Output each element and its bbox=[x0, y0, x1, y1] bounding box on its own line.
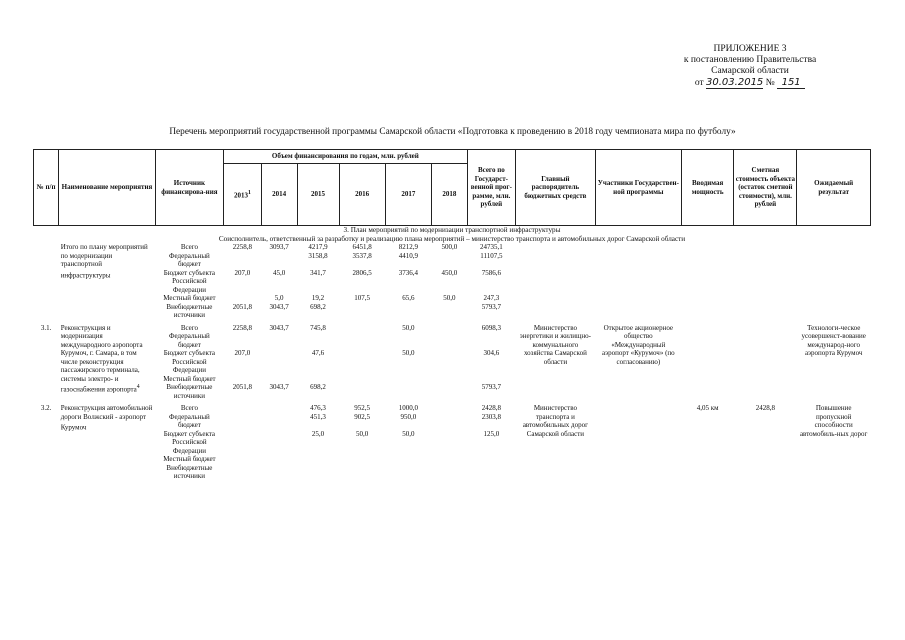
row-capacity: 4,05 км bbox=[696, 404, 719, 412]
row-value: 4217,9 bbox=[308, 243, 328, 251]
row-total: 7586,6 bbox=[481, 268, 501, 277]
row-value bbox=[385, 375, 431, 384]
row-value: 2258,8 bbox=[232, 243, 253, 251]
row-value: 3537,8 bbox=[352, 251, 372, 260]
row-capacity bbox=[681, 324, 734, 401]
row-manager bbox=[516, 243, 596, 320]
row-value: 500,0 bbox=[441, 243, 458, 251]
row-value bbox=[431, 332, 467, 349]
header-year: 2015 bbox=[297, 164, 339, 226]
row-value bbox=[224, 413, 262, 430]
appendix-title: ПРИЛОЖЕНИЕ 3 bbox=[713, 44, 787, 54]
row-value bbox=[431, 413, 467, 430]
row-name: Итого по плану мероприятий по модернизации транспортной инфраструктуры bbox=[60, 243, 148, 279]
row-total: 2303,8 bbox=[481, 412, 501, 421]
header-volume: Объем финансирования по годам, млн. рублей bbox=[224, 150, 468, 164]
row-value bbox=[297, 464, 339, 481]
row-value: 3043,7 bbox=[269, 383, 289, 391]
row-source: Местный бюджет bbox=[163, 455, 216, 463]
row-value: 50,0 bbox=[355, 429, 369, 438]
row-source: Всего bbox=[180, 323, 198, 332]
table-row bbox=[34, 324, 871, 333]
row-value: 6451,8 bbox=[352, 243, 372, 251]
row-value: 341,7 bbox=[310, 268, 326, 277]
row-value bbox=[339, 332, 385, 349]
row-value bbox=[431, 455, 467, 464]
row-source: Федеральный бюджет bbox=[169, 251, 210, 268]
table-body bbox=[34, 226, 871, 481]
row-value: 107,5 bbox=[354, 294, 370, 302]
row-value bbox=[261, 404, 297, 413]
row-value bbox=[339, 455, 385, 464]
row-value: 45,0 bbox=[273, 268, 286, 277]
row-value bbox=[297, 375, 339, 384]
row-value: 50,0 bbox=[402, 429, 415, 438]
section-title: 3. План мероприятий по модернизации транспортной инфраструктуры bbox=[343, 226, 561, 234]
header-year: 2016 bbox=[339, 164, 385, 226]
row-total bbox=[467, 332, 515, 349]
row-source: Бюджет субъекта Российской Федерации bbox=[163, 429, 216, 455]
header-year: 2013$^1$ bbox=[224, 164, 262, 226]
appendix-decree: к постановлению Правительства bbox=[683, 55, 817, 65]
row-value bbox=[385, 455, 431, 464]
row-source: Внебюджетные источники bbox=[166, 383, 213, 400]
row-num: 3.1. bbox=[40, 323, 52, 332]
row-total: 5793,7 bbox=[481, 302, 501, 311]
row-value: 5,0 bbox=[274, 294, 284, 302]
row-source: Федеральный бюджет bbox=[169, 412, 210, 429]
row-value: 3158,8 bbox=[308, 251, 328, 260]
appendix-header bbox=[640, 44, 860, 89]
row-value bbox=[224, 332, 262, 349]
row-total: 11107,5 bbox=[480, 251, 503, 260]
row-value: 50,0 bbox=[443, 294, 456, 302]
header-name: Наименование мероприятия bbox=[59, 150, 156, 226]
row-value bbox=[431, 375, 467, 384]
row-value: 207,0 bbox=[234, 349, 251, 357]
row-value bbox=[261, 455, 297, 464]
row-value bbox=[261, 375, 297, 384]
row-manager: Министерство энергетики и жилищно-коммунального хозяйства Самарской области bbox=[519, 323, 592, 366]
row-value bbox=[385, 383, 431, 400]
row-value: 2258,8 bbox=[232, 323, 253, 332]
row-value bbox=[224, 375, 262, 384]
row-value bbox=[261, 413, 297, 430]
row-value bbox=[224, 294, 262, 303]
row-value: 476,3 bbox=[310, 404, 326, 412]
header-source: Источник финансирова-ния bbox=[155, 150, 223, 226]
row-value: 3043,7 bbox=[269, 323, 289, 332]
row-total: 304,6 bbox=[483, 349, 500, 357]
row-result: Технологи-ческое усовершенст-вование междунарoд-ного аэропорта Курумоч bbox=[801, 323, 866, 357]
row-source: Бюджет субъекта Российской Федерации bbox=[163, 268, 216, 294]
row-value: 745,8 bbox=[310, 323, 326, 332]
row-value bbox=[261, 349, 297, 375]
row-value: 1000,0 bbox=[398, 404, 418, 412]
header-total: Всего по Государст-венной прог-рамме, млн. рублей bbox=[467, 150, 515, 226]
row-value: 50,0 bbox=[402, 323, 415, 332]
row-capacity bbox=[681, 243, 734, 320]
row-source: Всего bbox=[180, 243, 198, 251]
row-source: Внебюджетные источники bbox=[166, 463, 213, 480]
row-value bbox=[339, 375, 385, 384]
row-value: 698,2 bbox=[310, 302, 326, 311]
row-value: 902,5 bbox=[354, 412, 370, 421]
row-value bbox=[224, 252, 262, 269]
header-participants: Участники Государствен-ной программы bbox=[595, 150, 681, 226]
row-total: 125,0 bbox=[483, 429, 500, 438]
row-value bbox=[385, 303, 431, 320]
row-value bbox=[339, 383, 385, 400]
row-value: 2051,8 bbox=[232, 302, 253, 311]
row-value bbox=[385, 464, 431, 481]
header-result: Ожидаемый результат bbox=[797, 150, 871, 226]
appendix-date-line: от 30.03.2015 № 151 bbox=[640, 77, 860, 89]
row-value: 698,2 bbox=[310, 383, 326, 391]
row-value bbox=[261, 430, 297, 456]
row-value bbox=[431, 464, 467, 481]
header-year: 2014 bbox=[261, 164, 297, 226]
section-subtitle: Соисполнитель, ответственный за разработку и реализацию плана мероприятий – министерство транспорта и автомобильных дорог Самарской области bbox=[218, 234, 686, 243]
table-row bbox=[34, 404, 871, 413]
row-value bbox=[339, 464, 385, 481]
row-num: 3.2. bbox=[40, 404, 52, 412]
header-estimate: Сметная стоимость объекта (остаток сметной стоимости), млн. рублей bbox=[734, 150, 797, 226]
row-participants: Открытое акционерное общество «Международный аэропорт «Курумоч» (по согласованию) bbox=[602, 323, 675, 366]
row-value bbox=[224, 455, 262, 464]
row-value: 3093,7 bbox=[269, 243, 289, 251]
row-source: Всего bbox=[180, 404, 198, 412]
row-name: Реконструкция и модернизация международного аэропорта Курумоч, г. Самара, в том числе реконструкция пассажирского терминала, системы электро- и газоснабжения аэропорта$^4$ bbox=[60, 323, 143, 394]
row-total: 5793,7 bbox=[481, 383, 501, 391]
row-value bbox=[385, 332, 431, 349]
row-value: 19,2 bbox=[311, 294, 325, 302]
row-value: 4410,9 bbox=[398, 251, 418, 260]
row-value: 950,0 bbox=[400, 412, 417, 421]
row-value bbox=[431, 404, 467, 413]
row-result bbox=[797, 243, 871, 320]
row-value: 47,6 bbox=[311, 349, 325, 357]
row-value bbox=[431, 303, 467, 320]
row-value bbox=[431, 430, 467, 456]
row-source: Местный бюджет bbox=[163, 374, 216, 383]
header-year: 2017 bbox=[385, 164, 431, 226]
row-value: 450,0 bbox=[441, 268, 458, 277]
table-row bbox=[34, 243, 871, 252]
row-value bbox=[261, 252, 297, 269]
appendix-date: 30.03.2015 bbox=[706, 77, 764, 88]
measures-table bbox=[33, 149, 871, 481]
row-total: 247,3 bbox=[483, 294, 500, 302]
row-value bbox=[297, 332, 339, 349]
row-total bbox=[467, 455, 515, 464]
row-manager: Министерство транспорта и автомобильных дорог Самарской области bbox=[522, 404, 588, 438]
row-participants bbox=[595, 404, 681, 481]
row-value bbox=[431, 349, 467, 375]
row-value bbox=[261, 332, 297, 349]
header-capacity: Вводимая мощность bbox=[681, 150, 734, 226]
row-value bbox=[224, 430, 262, 456]
row-value bbox=[224, 464, 262, 481]
row-result: Повышение пропускной способности автомобиль-ных дорог bbox=[799, 404, 868, 438]
row-total: 2428,8 bbox=[481, 404, 501, 412]
row-value: 3043,7 bbox=[269, 302, 289, 311]
header-num: № п/п bbox=[34, 150, 59, 226]
row-source: Федеральный бюджет bbox=[169, 332, 210, 349]
row-value: 2806,5 bbox=[352, 268, 372, 277]
row-value bbox=[224, 404, 262, 413]
row-value: 25,0 bbox=[311, 429, 325, 438]
row-source: Местный бюджет bbox=[163, 294, 216, 302]
row-value bbox=[339, 349, 385, 375]
row-value bbox=[339, 303, 385, 320]
appendix-region: Самарской области bbox=[711, 66, 789, 76]
row-estimate bbox=[734, 243, 797, 320]
row-value bbox=[261, 464, 297, 481]
row-total: 24735,1 bbox=[479, 243, 503, 251]
row-value: 2051,8 bbox=[232, 383, 253, 391]
row-value bbox=[431, 324, 467, 333]
row-value: 8212,9 bbox=[398, 243, 418, 251]
row-value bbox=[431, 252, 467, 269]
appendix-number: 151 bbox=[777, 77, 805, 89]
row-value: 207,0 bbox=[234, 268, 251, 277]
header-year: 2018 bbox=[431, 164, 467, 226]
row-name: Реконструкция автомобильной дороги Волжский - аэропорт Курумоч bbox=[60, 404, 153, 432]
row-value: 65,6 bbox=[402, 294, 415, 302]
row-source: Бюджет субъекта Российской Федерации bbox=[163, 349, 216, 374]
row-estimate bbox=[734, 324, 797, 401]
header-main-manager: Главный распорядитель бюджетных средств bbox=[516, 150, 596, 226]
row-total bbox=[467, 464, 515, 481]
row-value bbox=[431, 383, 467, 400]
row-value bbox=[297, 455, 339, 464]
row-value: 952,5 bbox=[354, 404, 370, 412]
row-value bbox=[339, 324, 385, 333]
row-value: 50,0 bbox=[402, 349, 415, 357]
row-num bbox=[34, 243, 59, 320]
row-value: 451,3 bbox=[310, 412, 326, 421]
row-value: 3736,4 bbox=[398, 268, 418, 277]
document-title: Перечень мероприятий государственной программы Самарской области «Подготовка к проведению в 2018 году чемпионата мира по футболу» bbox=[169, 127, 736, 137]
row-source: Внебюджетные источники bbox=[166, 302, 213, 319]
row-total bbox=[467, 375, 515, 384]
row-participants bbox=[595, 243, 681, 320]
row-estimate: 2428,8 bbox=[755, 404, 776, 412]
table-header bbox=[34, 150, 871, 226]
row-total: 6098,3 bbox=[481, 323, 501, 332]
